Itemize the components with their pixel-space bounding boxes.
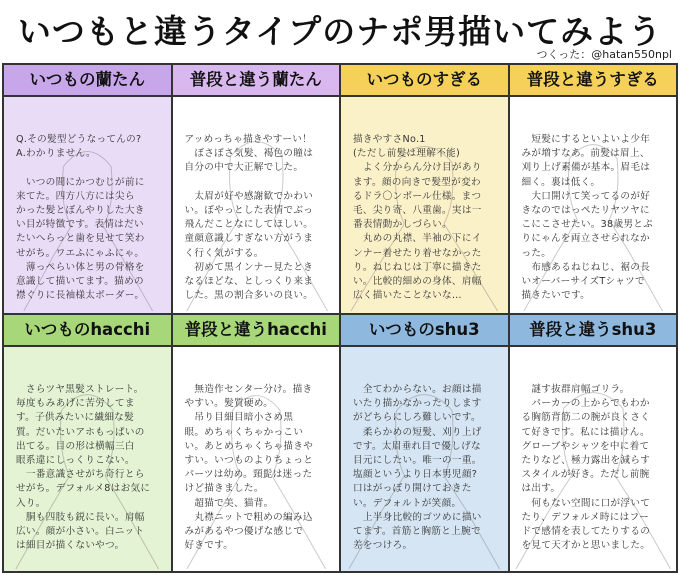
author-credit: つくった：@hatan550npl [536,48,672,61]
panel-text: 描きやすさNo.1 (ただし前髪は理解不能) よく分からん分け目があり ます。顔の向きで髪型が変わ るドラ〇ンボール仕様。まつ 毛、尖り寄、八重歯。実は一 番表情動かしづらい。 丸めの丸襟、半袖の下にイ ンナー着せたり着せなかった り。ねじねじは丁寧に描きた い。比較的細めの身体、肩幅 広く描いたことないな… [353,134,482,302]
panel-usual-shu3 [341,315,510,573]
panel-header: 普段と違うshu3 [510,315,677,347]
panel-usual-sugiru [341,65,510,315]
panel-header: いつものすぎる [341,65,508,97]
panel-header: いつものshu3 [341,315,508,347]
panel-text: アッめっちゃ描きやすーい！ ぼさぼさ気髪、褐色の瞳は 自分の中で大正解でした。 太眉が好や感謝歓でかわい い。ぼやっとした表情でぶっ 飛んだことなにしてほしい。 童顔意識しすぎない方がうま く行く気がする。 初めて黒インナー見たとき なるほどな、としっくり来ま した。黒の割合多いの良い。 [184,134,314,302]
panel-text: 無造作センター分け。描き やすい。髪質硬め。 吊り目細目暗小さめ黒 眼。めちゃくちゃかっこい い。あとめちゃくちゃ描きや すい。いつものよりちょっと パーツは幼め。頸髭は迷った けど描きました。 超猫で美、猫背。 丸襟ニットで粗めの編み込 みがあるやつ優げな感じで 好きです。 [184,384,314,552]
panel-usual-rantan [4,65,173,315]
panel-header: 普段と違うすぎる [510,65,677,97]
panel-text: 短髪にするといよいよ少年 みが増すなあ。前髪は眉上、 刈り上げ素備が基本。眉毛は 細く。裏は低く。 大口開けて笑ってるのが好 きなのではっぺたリヤツヤに こにこさせたい。38歳男とぷ りにゃんを両立させられなか った。 布感あるねじねじ、裾の長 いオーバーサイズTシャツで 描きたいです。 [521,134,654,302]
panel-different-sugiru [510,65,679,315]
panel-different-shu3 [510,315,679,573]
panel-different-hacchi [173,315,342,573]
panel-different-rantan [173,65,342,315]
panel-header: 普段と違う蘭たん [173,65,340,97]
panel-text: Q.その髪型どうなってんの? A.わかりません。 いつの間にかつむじが前に 来てた。四方八方には尖ら かった髪とぼんやりした大き い目が特徴です。表情はだい たいへらっと歯を見せて笑わ せがち。ワエふにゃふにゃ。 薄っぺらい体と男の骨格を 意識して描いてます。猫めの 襟ぐりに長袖様太ボーダー。 [16,134,145,302]
panel-text: さらツヤ黒髪ストレート。 毎度もみあげに苦労してま す。子供みたいに繊細な髪 質。だいたいアホもっぱいの 出てる。目の形は横幅三白 眼系違にしっくりこない。 一番意識させがち奇行とら せがち。デフォルメ8はお気に 入り。 胴も四肢も鋭に長い。肩幅 広い。顔が小さい。白ニット は細目が描くないやつ。 [16,384,151,552]
character-grid [2,63,678,573]
panel-text: 謎す抜群肩幅ゴリラ。 パーカーの上からでもわか る胸筋背筋二の腕が良くさく て好きです。私には描けん。 グローブやシャツを中に着て たりなど、極力露出を減らす スタイルが好き。ただし前腕 は出す。 何もない空間に口が浮いて たり、デフォルメ時にはフー ドで感情を表してたりするの を見て天才かと思いました。 [521,384,651,552]
panel-usual-hacchi [4,315,173,573]
panel-text: 全てわからない。お顔は描 いたり描かなかったりします がどちらにしろ難しいです。 柔らかめの短髪、刈り上げ です。太眉垂れ目で優しげな 目元にしたい。唯一の一重。 塩顔というより日本男児顔? 口はがっぽり開けておきた い。デフォルトが笑顔。 上半身比較的ゴツめに描い てます。首筋と胸筋と上腕で 差をつけろ。 [353,384,482,552]
panel-header: いつもの蘭たん [4,65,171,97]
page-title: いつもと違うタイプのナポ男描いてみよう [17,12,663,51]
panel-header: いつものhacchi [4,315,171,347]
panel-header: 普段と違うhacchi [173,315,340,347]
